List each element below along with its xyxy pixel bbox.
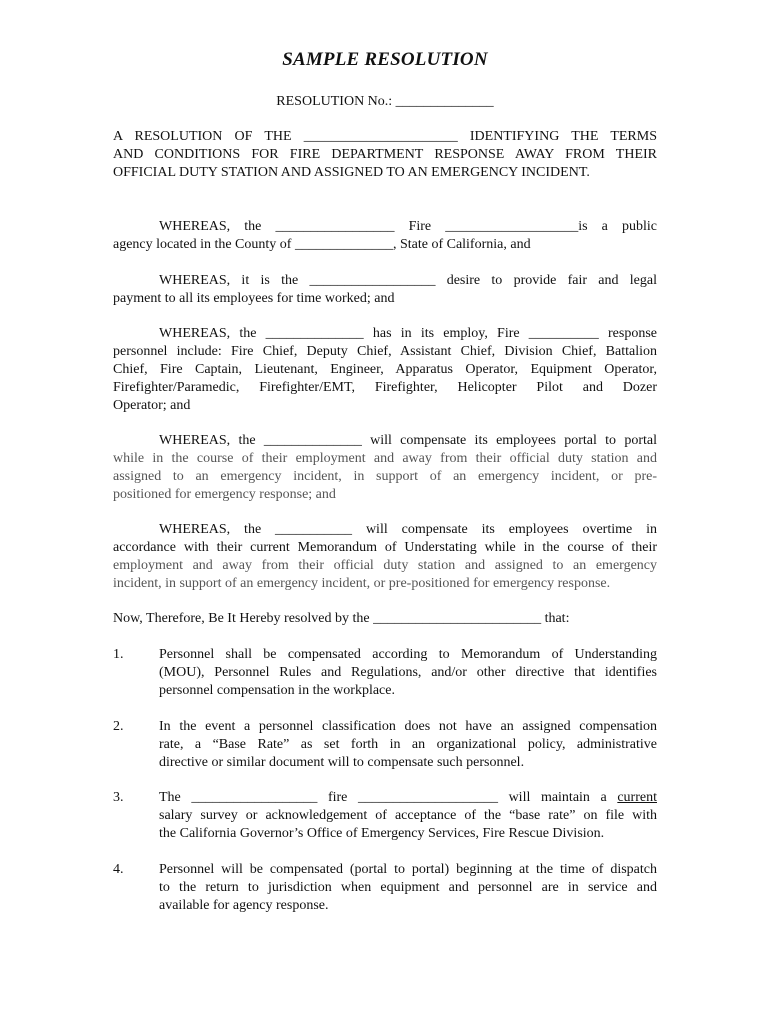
clause-line: accordance with their current Memorandum of Understating while in the course of their <box>113 540 657 555</box>
clause-line: WHEREAS, the ______________ will compensate its employees portal to portal <box>159 433 657 448</box>
whereas-clause-3 <box>113 325 657 415</box>
item-line: Personnel shall be compensated according to Memorandum of Understanding <box>159 647 657 662</box>
item-line: rate, a “Base Rate” as set forth in an organizational policy, administrative <box>159 737 657 752</box>
item-line-text: The __________________ fire ____________________ will maintain a <box>159 790 618 805</box>
whereas-clause-4 <box>113 432 657 504</box>
intro-line: A RESOLUTION OF THE ______________________ IDENTIFYING THE TERMS <box>113 129 657 144</box>
item-number: 3. <box>113 790 124 805</box>
item-line: personnel compensation in the workplace. <box>159 683 395 698</box>
clause-line: agency located in the County of ______________, State of California, and <box>113 237 531 252</box>
item-line: Personnel will be compensated (portal to portal) beginning at the time of dispatch <box>159 862 657 877</box>
clause-line: assigned to an emergency incident, in support of an emergency incident, or pre- <box>113 469 657 484</box>
intro-line: AND CONDITIONS FOR FIRE DEPARTMENT RESPONSE AWAY FROM THEIR <box>113 147 657 162</box>
item-line: (MOU), Personnel Rules and Regulations, and/or other directive that identifies <box>159 665 657 680</box>
clause-line: employment and away from their official duty station and assigned to an emergency <box>113 558 657 573</box>
underlined-word-current: current <box>617 790 657 805</box>
item-line: the California Governor’s Office of Emergency Services, Fire Rescue Division. <box>159 826 605 841</box>
whereas-clause-2 <box>113 272 657 308</box>
clause-line: payment to all its employees for time worked; and <box>113 291 395 306</box>
clause-line: personnel include: Fire Chief, Deputy Chief, Assistant Chief, Division Chief, Battalion <box>113 344 657 359</box>
item-body <box>159 789 657 843</box>
intro-line: OFFICIAL DUTY STATION AND ASSIGNED TO AN EMERGENCY INCIDENT. <box>113 165 590 180</box>
whereas-clause-5 <box>113 521 657 593</box>
resolution-number: RESOLUTION No.: ______________ <box>276 94 494 109</box>
clause-line: WHEREAS, the ___________ will compensate its employees overtime in <box>159 522 657 537</box>
clause-line: while in the course of their employment and away from their official duty station and <box>113 451 657 466</box>
item-body <box>159 861 657 915</box>
resolved-clause <box>113 610 657 628</box>
item-number: 4. <box>113 862 124 877</box>
whereas-clause-1 <box>113 218 657 254</box>
clause-line: Chief, Fire Captain, Lieutenant, Engineer, Apparatus Operator, Equipment Operator, <box>113 362 657 377</box>
item-body <box>159 718 657 772</box>
resolved-line: Now, Therefore, Be It Hereby resolved by the ________________________ that: <box>113 611 570 626</box>
item-line: to the return to jurisdiction when equipment and personnel are in service and <box>159 880 657 895</box>
item-line: available for agency response. <box>159 898 329 913</box>
item-line <box>159 789 657 807</box>
item-line: salary survey or acknowledgement of acceptance of the “base rate” on file with <box>159 808 657 823</box>
clause-line: WHEREAS, the _________________ Fire ___________________is a public <box>159 219 657 234</box>
item-line: directive or similar document will to compensate such personnel. <box>159 755 525 770</box>
clause-line: incident, in support of an emergency incident, or pre-positioned for emergency response. <box>113 576 611 591</box>
item-number: 1. <box>113 647 124 662</box>
clause-line: Firefighter/Paramedic, Firefighter/EMT, Firefighter, Helicopter Pilot and Dozer <box>113 380 657 395</box>
document-title: SAMPLE RESOLUTION <box>282 49 488 70</box>
item-number: 2. <box>113 719 124 734</box>
clause-line: WHEREAS, it is the __________________ desire to provide fair and legal <box>159 273 657 288</box>
resolution-intro <box>113 128 657 182</box>
clause-line: Operator; and <box>113 398 191 413</box>
clause-line: positioned for emergency response; and <box>113 487 336 502</box>
item-line: In the event a personnel classification does not have an assigned compensation <box>159 719 657 734</box>
item-body <box>159 646 657 700</box>
clause-line: WHEREAS, the ______________ has in its employ, Fire __________ response <box>159 326 657 341</box>
